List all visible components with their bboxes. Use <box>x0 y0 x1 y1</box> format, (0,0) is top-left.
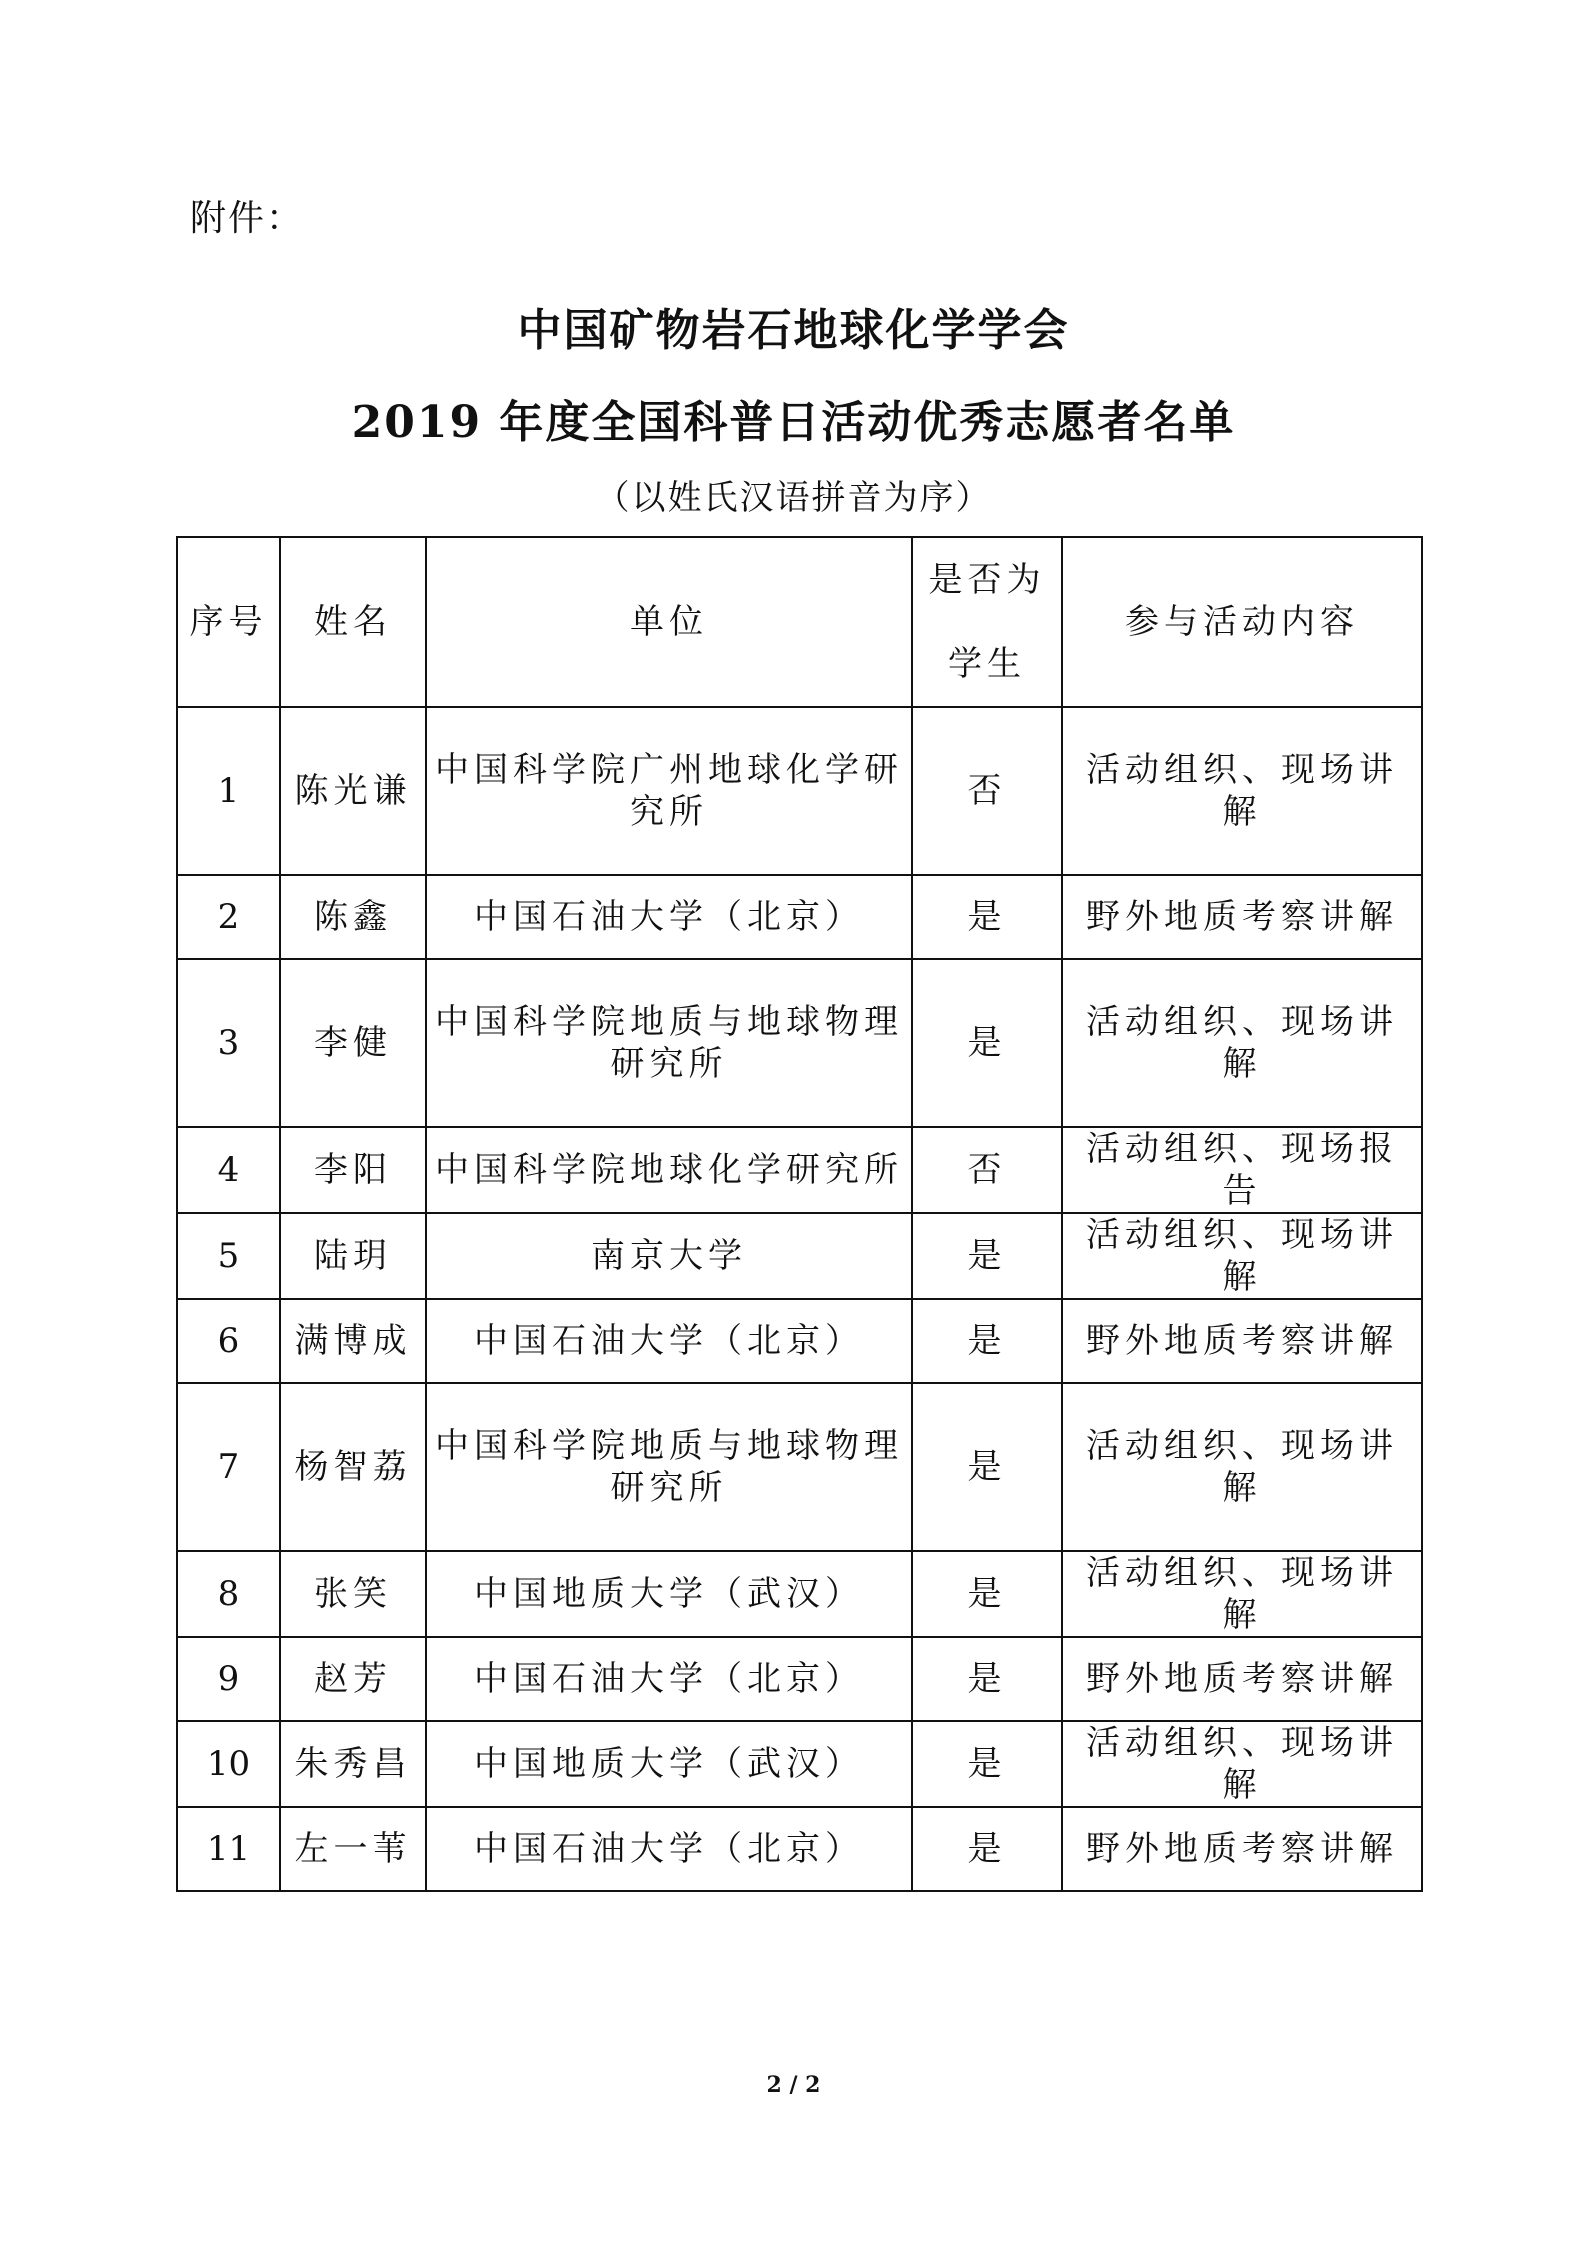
cell-activity: 活动组织、现场报告 <box>1062 1127 1422 1213</box>
document-title-list: 2019 年度全国科普日活动优秀志愿者名单 <box>351 397 1236 448</box>
cell-activity: 野外地质考察讲解 <box>1062 875 1422 959</box>
cell-unit: 中国石油大学（北京） <box>426 1299 912 1383</box>
cell-name: 陈光谦 <box>280 707 426 875</box>
cell-student: 是 <box>912 1383 1062 1551</box>
table-header-row <box>177 537 1422 707</box>
table-row <box>177 1127 1422 1213</box>
cell-name: 满博成 <box>280 1299 426 1383</box>
cell-activity: 活动组织、现场讲解 <box>1062 1721 1422 1807</box>
cell-activity: 野外地质考察讲解 <box>1062 1299 1422 1383</box>
table-row <box>177 1213 1422 1299</box>
table-row <box>177 707 1422 875</box>
cell-activity: 野外地质考察讲解 <box>1062 1807 1422 1891</box>
cell-index: 10 <box>177 1721 280 1807</box>
table-row <box>177 1721 1422 1807</box>
cell-name: 陈鑫 <box>280 875 426 959</box>
cell-index: 7 <box>177 1383 280 1551</box>
cell-unit: 中国石油大学（北京） <box>426 1807 912 1891</box>
table-row <box>177 1551 1422 1637</box>
cell-name: 陆玥 <box>280 1213 426 1299</box>
cell-unit: 中国科学院地球化学研究所 <box>426 1127 912 1213</box>
cell-name: 左一苇 <box>280 1807 426 1891</box>
cell-student: 是 <box>912 1721 1062 1807</box>
cell-index: 6 <box>177 1299 280 1383</box>
table-row <box>177 875 1422 959</box>
header-unit: 单位 <box>426 537 912 707</box>
header-activity: 参与活动内容 <box>1062 537 1422 707</box>
cell-activity: 活动组织、现场讲解 <box>1062 1383 1422 1551</box>
header-index: 序号 <box>177 537 280 707</box>
cell-activity: 活动组织、现场讲解 <box>1062 1213 1422 1299</box>
cell-student: 是 <box>912 1213 1062 1299</box>
cell-index: 11 <box>177 1807 280 1891</box>
cell-index: 2 <box>177 875 280 959</box>
cell-student: 是 <box>912 1299 1062 1383</box>
cell-name: 朱秀昌 <box>280 1721 426 1807</box>
cell-index: 9 <box>177 1637 280 1721</box>
cell-student: 否 <box>912 707 1062 875</box>
cell-activity: 活动组织、现场讲解 <box>1062 959 1422 1127</box>
cell-index: 4 <box>177 1127 280 1213</box>
header-name: 姓名 <box>280 537 426 707</box>
cell-student: 是 <box>912 1637 1062 1721</box>
cell-student: 否 <box>912 1127 1062 1213</box>
cell-activity: 活动组织、现场讲解 <box>1062 707 1422 875</box>
cell-index: 3 <box>177 959 280 1127</box>
cell-name: 张笑 <box>280 1551 426 1637</box>
table-row <box>177 1299 1422 1383</box>
cell-index: 5 <box>177 1213 280 1299</box>
table-row <box>177 1383 1422 1551</box>
cell-activity: 活动组织、现场讲解 <box>1062 1551 1422 1637</box>
page-number: 2 / 2 <box>766 2072 821 2098</box>
document-title-organization: 中国矿物岩石地球化学学会 <box>517 305 1070 356</box>
cell-student: 是 <box>912 1807 1062 1891</box>
header-student: 是否为学生 <box>912 537 1062 707</box>
cell-name: 杨智荔 <box>280 1383 426 1551</box>
cell-unit: 南京大学 <box>426 1213 912 1299</box>
cell-unit: 中国科学院广州地球化学研究所 <box>426 707 912 875</box>
attachment-label: 附件： <box>190 198 305 239</box>
cell-unit: 中国石油大学（北京） <box>426 875 912 959</box>
table-row <box>177 1807 1422 1891</box>
cell-student: 是 <box>912 1551 1062 1637</box>
cell-student: 是 <box>912 875 1062 959</box>
cell-index: 1 <box>177 707 280 875</box>
cell-name: 李阳 <box>280 1127 426 1213</box>
cell-unit: 中国地质大学（武汉） <box>426 1721 912 1807</box>
cell-activity: 野外地质考察讲解 <box>1062 1637 1422 1721</box>
cell-index: 8 <box>177 1551 280 1637</box>
table-row <box>177 1637 1422 1721</box>
cell-unit: 中国地质大学（武汉） <box>426 1551 912 1637</box>
cell-student: 是 <box>912 959 1062 1127</box>
cell-name: 李健 <box>280 959 426 1127</box>
volunteer-table <box>176 536 1423 1892</box>
document-subtitle: （以姓氏汉语拼音为序） <box>595 478 992 518</box>
cell-name: 赵芳 <box>280 1637 426 1721</box>
table-row <box>177 959 1422 1127</box>
cell-unit: 中国科学院地质与地球物理研究所 <box>426 959 912 1127</box>
cell-unit: 中国科学院地质与地球物理研究所 <box>426 1383 912 1551</box>
cell-unit: 中国石油大学（北京） <box>426 1637 912 1721</box>
